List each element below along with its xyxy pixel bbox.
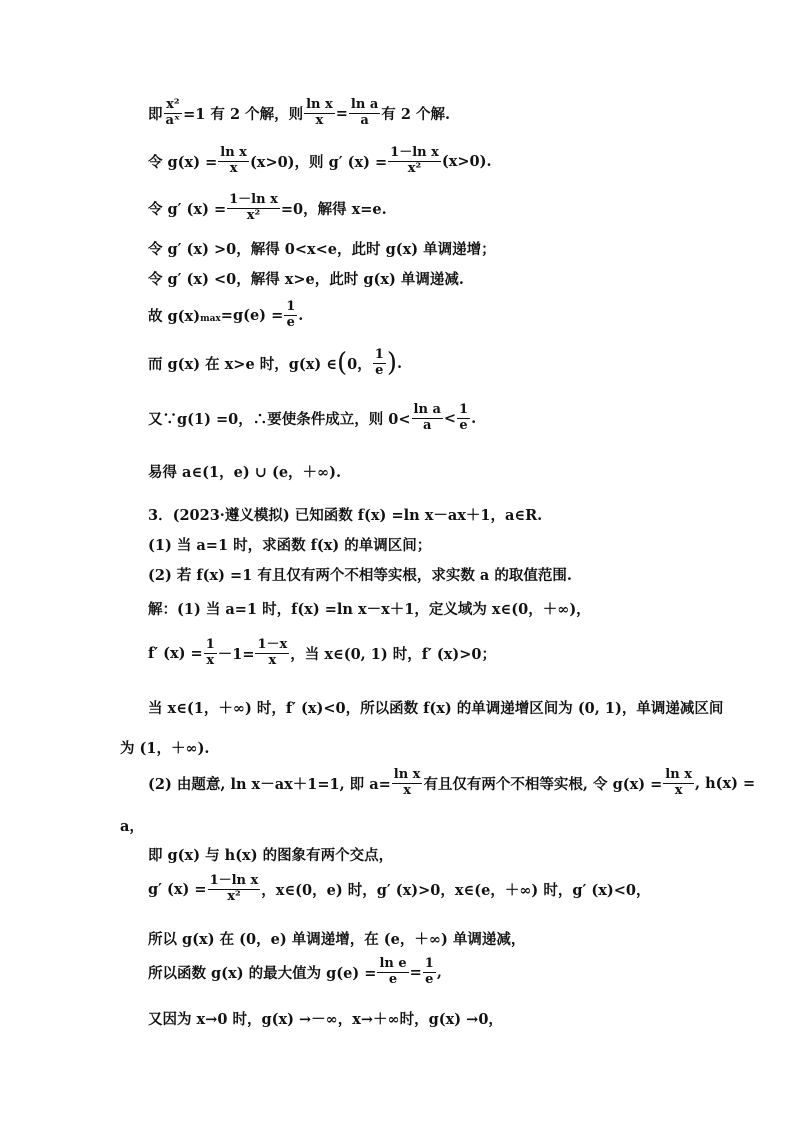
fraction [218, 146, 249, 177]
line-15 [148, 697, 723, 718]
numerator: ln e [379, 956, 407, 971]
text: 而 g(x) 在 x>e 时，g(x) ∈ [148, 355, 338, 373]
denominator: x [206, 652, 215, 668]
fraction [388, 146, 441, 177]
numerator: 1－ln x [229, 192, 278, 207]
denominator: x [229, 160, 238, 176]
paren: ( [337, 348, 348, 379]
text: (x>0)，则 g′ (x) = [249, 153, 388, 171]
denominator: x² [227, 888, 241, 904]
text: =0，解得 x=e. [280, 200, 387, 218]
numerator: 1－x [257, 637, 288, 652]
line-14 [148, 638, 496, 669]
numerator: 1－ln x [390, 145, 439, 160]
text: , h(x) = [694, 774, 756, 792]
text: ，x∈(0，e) 时，g′ (x)>0，x∈(e，＋∞) 时，g′ (x)<0， [261, 881, 651, 899]
denominator: a [422, 417, 432, 433]
line-10 [148, 504, 542, 525]
fraction [412, 403, 443, 434]
numerator: ln x [393, 767, 421, 782]
denominator: e [286, 314, 295, 330]
fraction [227, 193, 280, 224]
text: (2) 由题意, ln x－ax＋1=1, 即 a= [148, 775, 391, 793]
text: －1= [217, 645, 255, 663]
text: 易得 a∈(1，e) ∪ (e，＋∞). [148, 464, 342, 481]
denominator: x² [246, 207, 261, 223]
line-22 [148, 957, 442, 988]
text: a， [120, 818, 144, 835]
denominator: x [674, 782, 683, 798]
fraction [208, 874, 261, 905]
denominator: e [425, 971, 434, 987]
line-5 [148, 268, 464, 289]
line-9 [148, 461, 341, 482]
text: 故 g(x) [148, 307, 201, 325]
text: 令 g′ (x) = [148, 200, 227, 218]
line-20 [148, 874, 650, 905]
numerator: 1 [459, 402, 469, 417]
paren: ) [386, 348, 397, 379]
line-8 [148, 403, 476, 434]
text: 当 x∈(1，＋∞) 时，f′ (x)<0，所以函数 f(x) 的单调递增区间为 (0, 1)，单调递减区间 [148, 700, 724, 717]
line-7 [148, 348, 402, 379]
text: 又因为 x→0 时，g(x) →－∞，x→＋∞时，g(x) →0， [148, 1011, 503, 1028]
text: 有且仅有两个不相等实根, 令 g(x) = [423, 775, 663, 793]
line-17 [148, 768, 755, 799]
line-19 [148, 844, 393, 865]
text: 即 g(x) 与 h(x) 的图象有两个交点， [148, 847, 394, 864]
text: . [298, 306, 304, 324]
fraction [663, 768, 694, 799]
line-13 [148, 598, 591, 619]
subscript: max [200, 314, 221, 325]
numerator: ln a [350, 97, 379, 112]
fraction [255, 638, 289, 669]
text: . [471, 409, 477, 427]
denominator: aˣ [165, 112, 181, 128]
numerator: 1 [424, 956, 434, 971]
denominator: x [403, 782, 411, 798]
text: 所以函数 g(x) 的最大值为 g(e) = [148, 964, 377, 982]
denominator: e [459, 417, 468, 433]
fraction [204, 638, 217, 669]
denominator: e [388, 971, 398, 987]
numerator: 1 [374, 347, 384, 362]
denominator: x [315, 112, 324, 128]
text: . [396, 354, 403, 372]
text: = [335, 104, 348, 122]
text: 解：(1) 当 a=1 时，f(x) =ln x－x＋1，定义域为 x∈(0，＋∞)， [148, 601, 591, 618]
line-3 [148, 193, 387, 224]
fraction [284, 300, 297, 331]
line-21 [148, 928, 525, 949]
text: =g(e) = [220, 306, 284, 324]
text: (2) 若 f(x) =1 有且仅有两个不相等实根，求实数 a 的取值范围. [148, 567, 572, 584]
line-11 [148, 534, 431, 555]
line-12 [148, 564, 572, 585]
text: 所以 g(x) 在 (0，e) 单调递增，在 (e，＋∞) 单调递减， [148, 931, 526, 948]
numerator: ln x [220, 145, 247, 160]
text: g′ (x) = [148, 880, 207, 898]
text: 有 2 个解. [381, 105, 450, 123]
text: (1) 当 a=1 时，求函数 f(x) 的单调区间； [148, 537, 432, 554]
line-16 [120, 737, 210, 758]
line-23 [148, 1008, 503, 1029]
fraction [423, 957, 436, 988]
numerator: ln x [306, 97, 333, 112]
fraction [377, 957, 408, 988]
denominator: e [375, 362, 384, 378]
fraction [457, 403, 470, 434]
numerator: ln a [413, 402, 441, 417]
fraction [164, 98, 183, 129]
fraction [373, 348, 386, 379]
fraction [349, 98, 380, 129]
line-2 [148, 146, 492, 177]
text: 令 g′ (x) >0，解得 0<x<e，此时 g(x) 单调递增； [148, 241, 496, 258]
text: 即 [148, 105, 163, 123]
text: 令 g(x) = [148, 153, 218, 171]
denominator: x [268, 652, 277, 668]
text: ，当 x∈(0, 1) 时，f′ (x)>0； [290, 645, 496, 663]
denominator: x² [407, 160, 422, 176]
denominator: a [360, 112, 369, 128]
text: 又∵g(1) =0，∴要使条件成立，则 0< [148, 410, 411, 428]
fraction [304, 98, 335, 129]
line-4 [148, 238, 496, 259]
text: f′ (x) = [148, 644, 203, 662]
numerator: ln x [665, 767, 692, 782]
text: 3．(2023·遵义模拟) 已知函数 f(x) =ln x－ax＋1，a∈R. [148, 507, 543, 524]
text: , [436, 963, 442, 981]
text: 为 (1，＋∞). [120, 740, 210, 757]
numerator: 1 [205, 637, 215, 652]
numerator: 1 [286, 299, 296, 314]
line-1 [148, 98, 450, 129]
line-18 [120, 815, 144, 836]
text: 0， [347, 355, 372, 373]
numerator: x² [166, 97, 180, 112]
text: 令 g′ (x) <0，解得 x>e，此时 g(x) 单调递减. [148, 271, 464, 288]
numerator: 1－ln x [209, 873, 259, 888]
text: = [409, 963, 422, 981]
text: < [443, 409, 457, 427]
text: (x>0). [441, 152, 492, 170]
fraction [392, 768, 423, 799]
text: =1 有 2 个解，则 [183, 105, 304, 123]
line-6 [148, 300, 303, 331]
